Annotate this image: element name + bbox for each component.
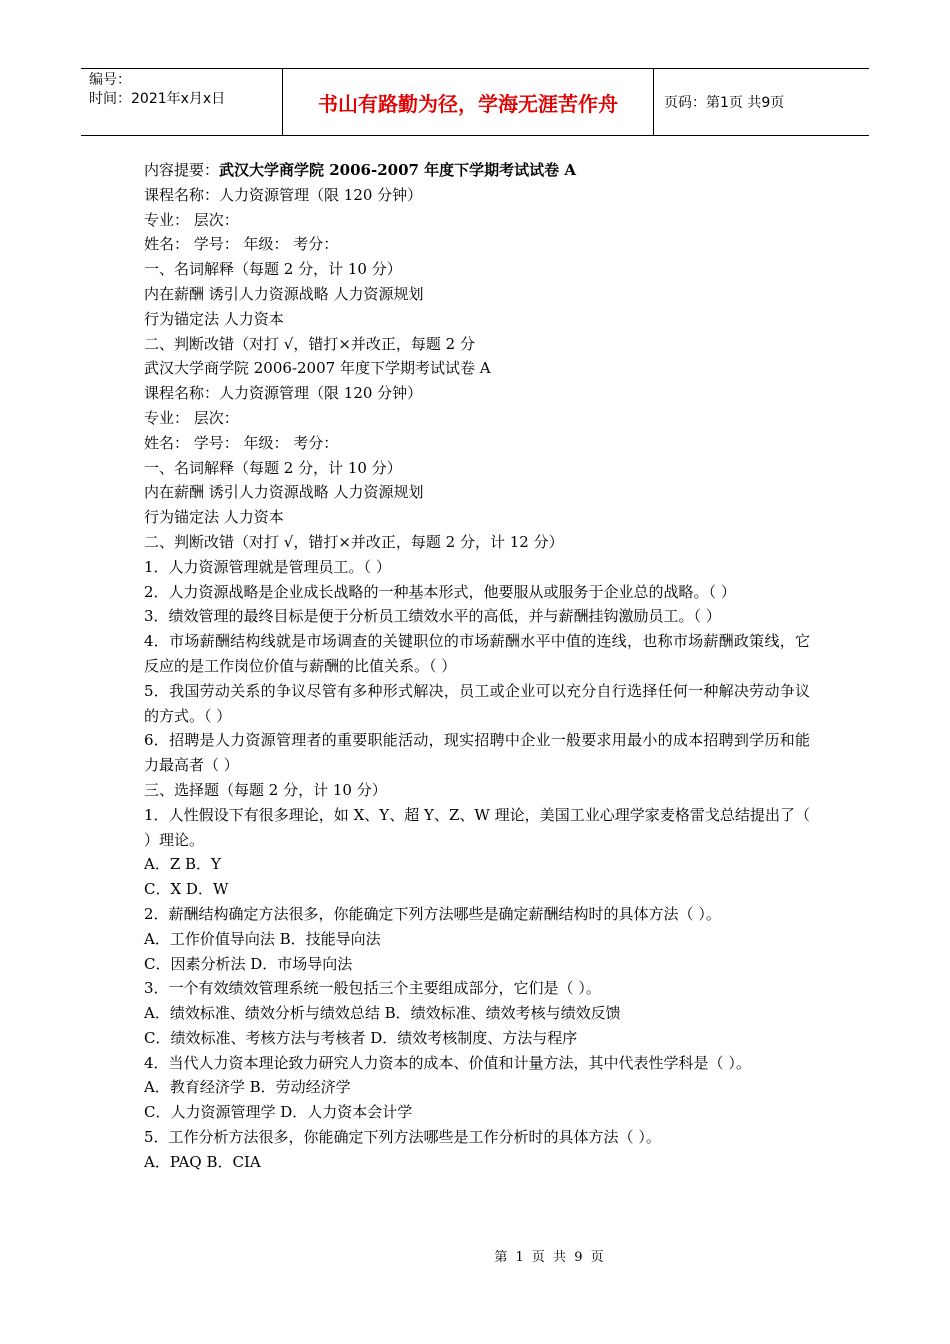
choice-options: C．X D．W — [144, 880, 229, 899]
question-5: 5．我国劳动关系的争议尽管有多种形式解决，员工或企业可以充分自行选择任何一种解决劳动争议的方式。（ ） — [144, 681, 810, 725]
time-label: 时间：2021年x月x日 — [89, 91, 226, 107]
question-2: 2．人力资源战略是企业成长战略的一种基本形式，他要服从或服务于企业总的战略。（ ） — [144, 582, 736, 601]
choice-question-4: 4．当代人力资本理论致力研究人力资本的成本、价值和计量方法，其中代表性学科是（ ）。 — [144, 1053, 751, 1072]
text-line: 一、名词解释（每题 2 分，计 10 分） — [144, 458, 402, 477]
text-line: 行为锚定法 人力资本 — [144, 309, 284, 328]
text-line: 武汉大学商学院 2006-2007 年度下学期考试试卷 A — [144, 359, 491, 378]
text-line: 姓名： 学号： 年级： 考分： — [144, 433, 339, 452]
header-meta — [81, 69, 283, 135]
text-line: 课程名称：人力资源管理（限 120 分钟） — [144, 185, 423, 204]
question-6: 6．招聘是人力资源管理者的重要职能活动，现实招聘中企业一般要求用最小的成本招聘到学历和能力最高者（ ） — [144, 731, 810, 775]
choice-question-1: 1．人性假设下有很多理论，如 X、Y、超 Y、Z、W 理论，美国工业心理学家麦格雷戈总结提出了（ ）理论。 — [144, 805, 810, 849]
serial-label: 编号： — [89, 72, 131, 88]
choice-options: A．工作价值导向法 B．技能导向法 — [144, 929, 381, 948]
choice-question-2: 2．薪酬结构确定方法很多，你能确定下列方法哪些是确定薪酬结构时的具体方法（ ）。 — [144, 904, 721, 923]
section-title: 三、选择题（每题 2 分，计 10 分） — [144, 780, 387, 799]
choice-options: A．PAQ B．CIA — [144, 1152, 261, 1171]
choice-options: C．因素分析法 D．市场导向法 — [144, 954, 353, 973]
question-4: 4．市场薪酬结构线就是市场调查的关键职位的市场薪酬水平中值的连线，也称市场薪酬政策线，它反应的是工作岗位价值与薪酬的比值关系。（ ） — [144, 632, 810, 675]
choice-question-5: 5．工作分析方法很多，你能确定下列方法哪些是工作分析时的具体方法（ ）。 — [144, 1128, 661, 1147]
choice-options: C．人力资源管理学 D．人力资本会计学 — [144, 1103, 413, 1122]
text-line: 二、判断改错（对打 √，错打×并改正，每题 2 分 — [144, 334, 475, 353]
page-footer: 第 1 页 共 9 页 — [494, 1250, 606, 1265]
text-line: 课程名称：人力资源管理（限 120 分钟） — [144, 384, 423, 403]
text-line: 内在薪酬 诱引人力资源战略 人力资源规划 — [144, 284, 424, 303]
document-body — [144, 158, 810, 1175]
choice-options: A．Z B．Y — [144, 855, 221, 874]
choice-options: C．绩效标准、考核方法与考核者 D．绩效考核制度、方法与程序 — [144, 1028, 578, 1047]
summary-prefix: 内容提要： — [144, 161, 220, 179]
text-line: 专业： 层次： — [144, 210, 239, 229]
choice-question-3: 3．一个有效绩效管理系统一般包括三个主要组成部分，它们是（ ）。 — [144, 979, 601, 998]
choice-options: A．教育经济学 B．劳动经济学 — [144, 1078, 351, 1097]
text-line: 内在薪酬 诱引人力资源战略 人力资源规划 — [144, 483, 424, 502]
summary-line — [144, 158, 810, 183]
question-1: 1．人力资源管理就是管理员工。（ ） — [144, 557, 391, 576]
text-line: 姓名： 学号： 年级： 考分： — [144, 235, 339, 254]
text-line: 专业： 层次： — [144, 408, 239, 427]
text-line: 一、名词解释（每题 2 分，计 10 分） — [144, 260, 402, 279]
page-header — [81, 68, 869, 136]
question-3: 3．绩效管理的最终目标是便于分析员工绩效水平的高低，并与薪酬挂钩激励员工。（ ） — [144, 607, 721, 626]
summary-title: 武汉大学商学院 2006-2007 年度下学期考试试卷 A — [219, 161, 577, 179]
text-line: 二、判断改错（对打 √，错打×并改正，每题 2 分，计 12 分） — [144, 532, 564, 551]
header-page-info: 页码：第1页 共9页 — [664, 95, 785, 111]
text-line: 行为锚定法 人力资本 — [144, 508, 284, 527]
header-motto: 书山有路勤为径，学海无涯苦作舟 — [283, 69, 654, 135]
choice-options: A．绩效标准、绩效分析与绩效总结 B．绩效标准、绩效考核与绩效反馈 — [144, 1004, 621, 1023]
